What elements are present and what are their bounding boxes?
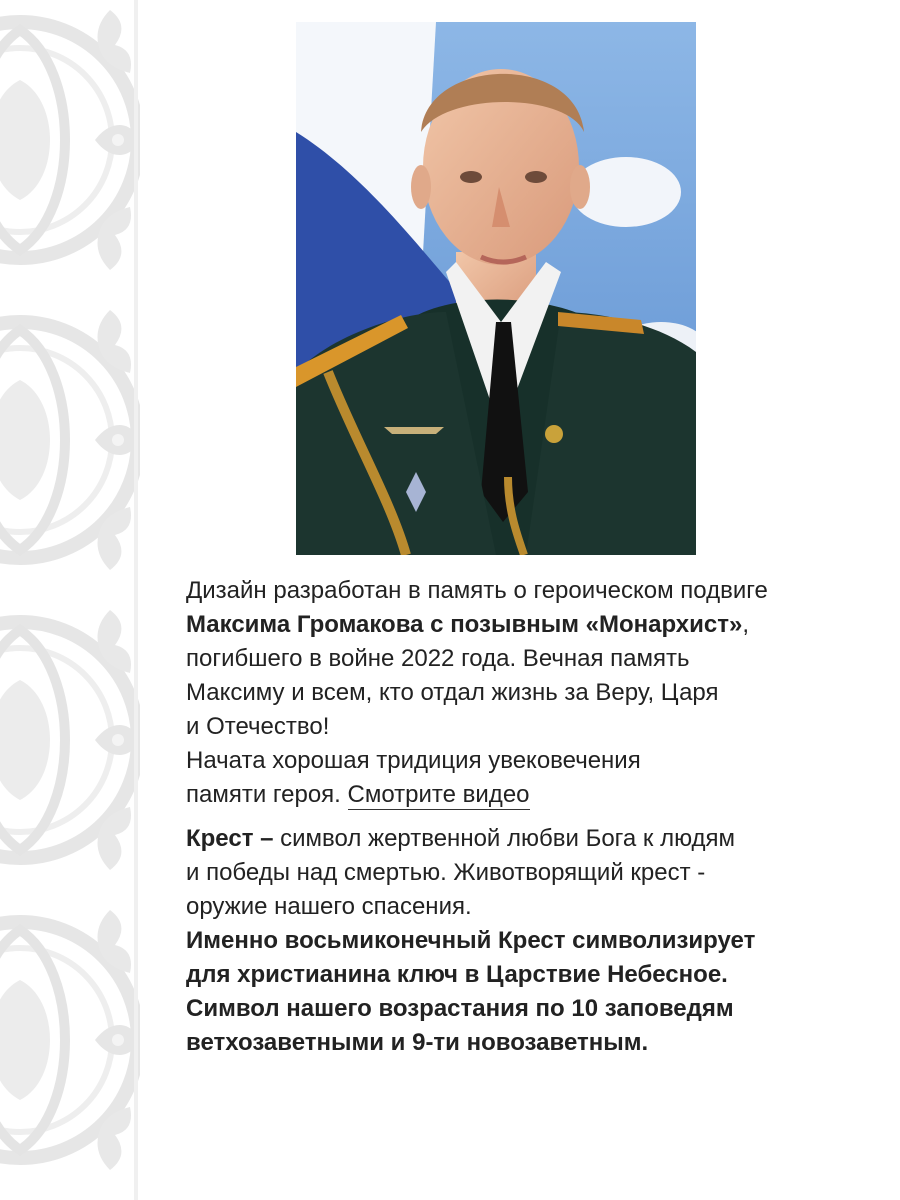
intro-line-4: Максиму и всем, кто отдал жизнь за Веру, Царя — [186, 679, 719, 706]
intro-line-2-rest: , — [742, 611, 750, 638]
cross-line-1-rest: символ жертвенной любви Бога к людям — [273, 825, 736, 852]
cross-line-3: оружие нашего спасения. — [186, 893, 472, 920]
cross-line-2: и победы над смертью. Животворящий крест - — [186, 859, 706, 886]
intro-paragraph — [186, 574, 886, 812]
intro-line-7 — [186, 778, 886, 812]
floral-ornament-icon — [0, 0, 140, 1200]
intro-line-7-text: памяти героя. — [186, 781, 348, 808]
intro-line-3: погибшего в войне 2022 года. Вечная память — [186, 645, 690, 672]
cross-bold-line-2: для христианина ключ в Царствие Небесное. — [186, 961, 728, 988]
memorial-text — [186, 574, 886, 1060]
intro-line-6: Начата хорошая тридиция увековечения — [186, 747, 641, 774]
cross-bold-line-4: ветхозаветными и 9-ти новозаветным. — [186, 1029, 649, 1056]
cross-bold-line-1: Именно восьмиконечный Крест символизирует — [186, 927, 756, 954]
portrait-photo — [296, 22, 696, 555]
cross-paragraph — [186, 822, 886, 1060]
intro-line-2 — [186, 608, 886, 642]
watch-video-link[interactable]: Смотрите видео — [347, 781, 530, 808]
hero-name: Максима Громакова с позывным «Монархист» — [186, 611, 743, 638]
cross-line-1 — [186, 822, 886, 856]
intro-line-1: Дизайн разработан в память о героическом подвиге — [186, 577, 768, 604]
cross-bold-line-3: Символ нашего возрастания по 10 заповедям — [186, 995, 734, 1022]
intro-line-5: и Отечество! — [186, 713, 330, 740]
cross-term: Крест – — [186, 825, 274, 852]
